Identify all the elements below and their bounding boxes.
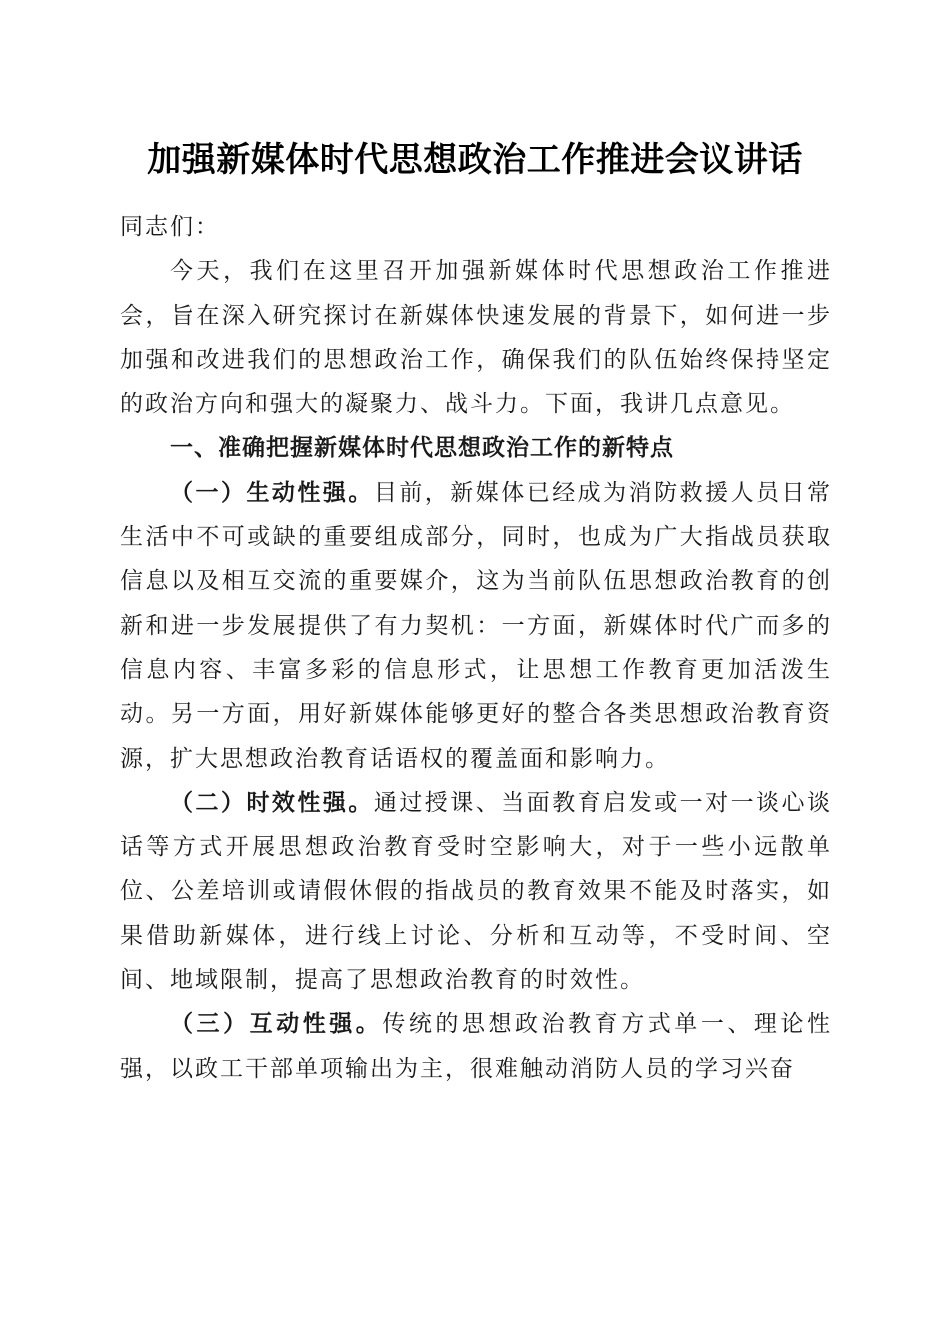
- point-paragraph: [120, 781, 832, 1002]
- document-body: [120, 205, 832, 1091]
- point-paragraph: [120, 1002, 832, 1091]
- point-text: 通过授课、当面教育启发或一对一谈心谈话等方式开展思想政治教育受时空影响大，对于一些小远散单位、公差培训或请假休假的指战员的教育效果不能及时落实，如果借助新媒体，进行线上讨论、分析和互动等，不受时间、空间、地域限制，提高了思想政治教育的时效性。: [120, 789, 833, 994]
- point-label: （一）生动性强。: [170, 478, 374, 506]
- point-label: （二）时效性强。: [170, 788, 374, 816]
- section-heading: 一、准确把握新媒体时代思想政治工作的新特点: [170, 435, 674, 462]
- intro-paragraph: 今天，我们在这里召开加强新媒体时代思想政治工作推进会，旨在深入研究探讨在新媒体快速发展的背景下，如何进一步加强和改进我们的思想政治工作，确保我们的队伍始终保持坚定的政治方向和强大的凝聚力、战斗力。下面，我讲几点意见。: [120, 258, 832, 418]
- document-title: 加强新媒体时代思想政治工作推进会议讲话: [147, 140, 803, 180]
- point-text: 目前，新媒体已经成为消防救援人员日常生活中不可或缺的重要组成部分，同时，也成为广大指战员获取信息以及相互交流的重要媒介，这为当前队伍思想政治教育的创新和进一步发展提供了有力契机：一方面，新媒体时代广而多的信息内容、丰富多彩的信息形式，让思想工作教育更加活泼生动。另一方面，用好新媒体能够更好的整合各类思想政治教育资源，扩大思想政治教育话语权的覆盖面和影响力。: [120, 479, 833, 772]
- salutation: 同志们：: [120, 214, 220, 240]
- point-paragraph: [120, 471, 832, 781]
- point-label: （三）互动性强。: [170, 1010, 383, 1038]
- point-text: 传统的思想政治教育方式单一、理论性强，以政工干部单项输出为主，很难触动消防人员的学习兴奋: [120, 1011, 833, 1082]
